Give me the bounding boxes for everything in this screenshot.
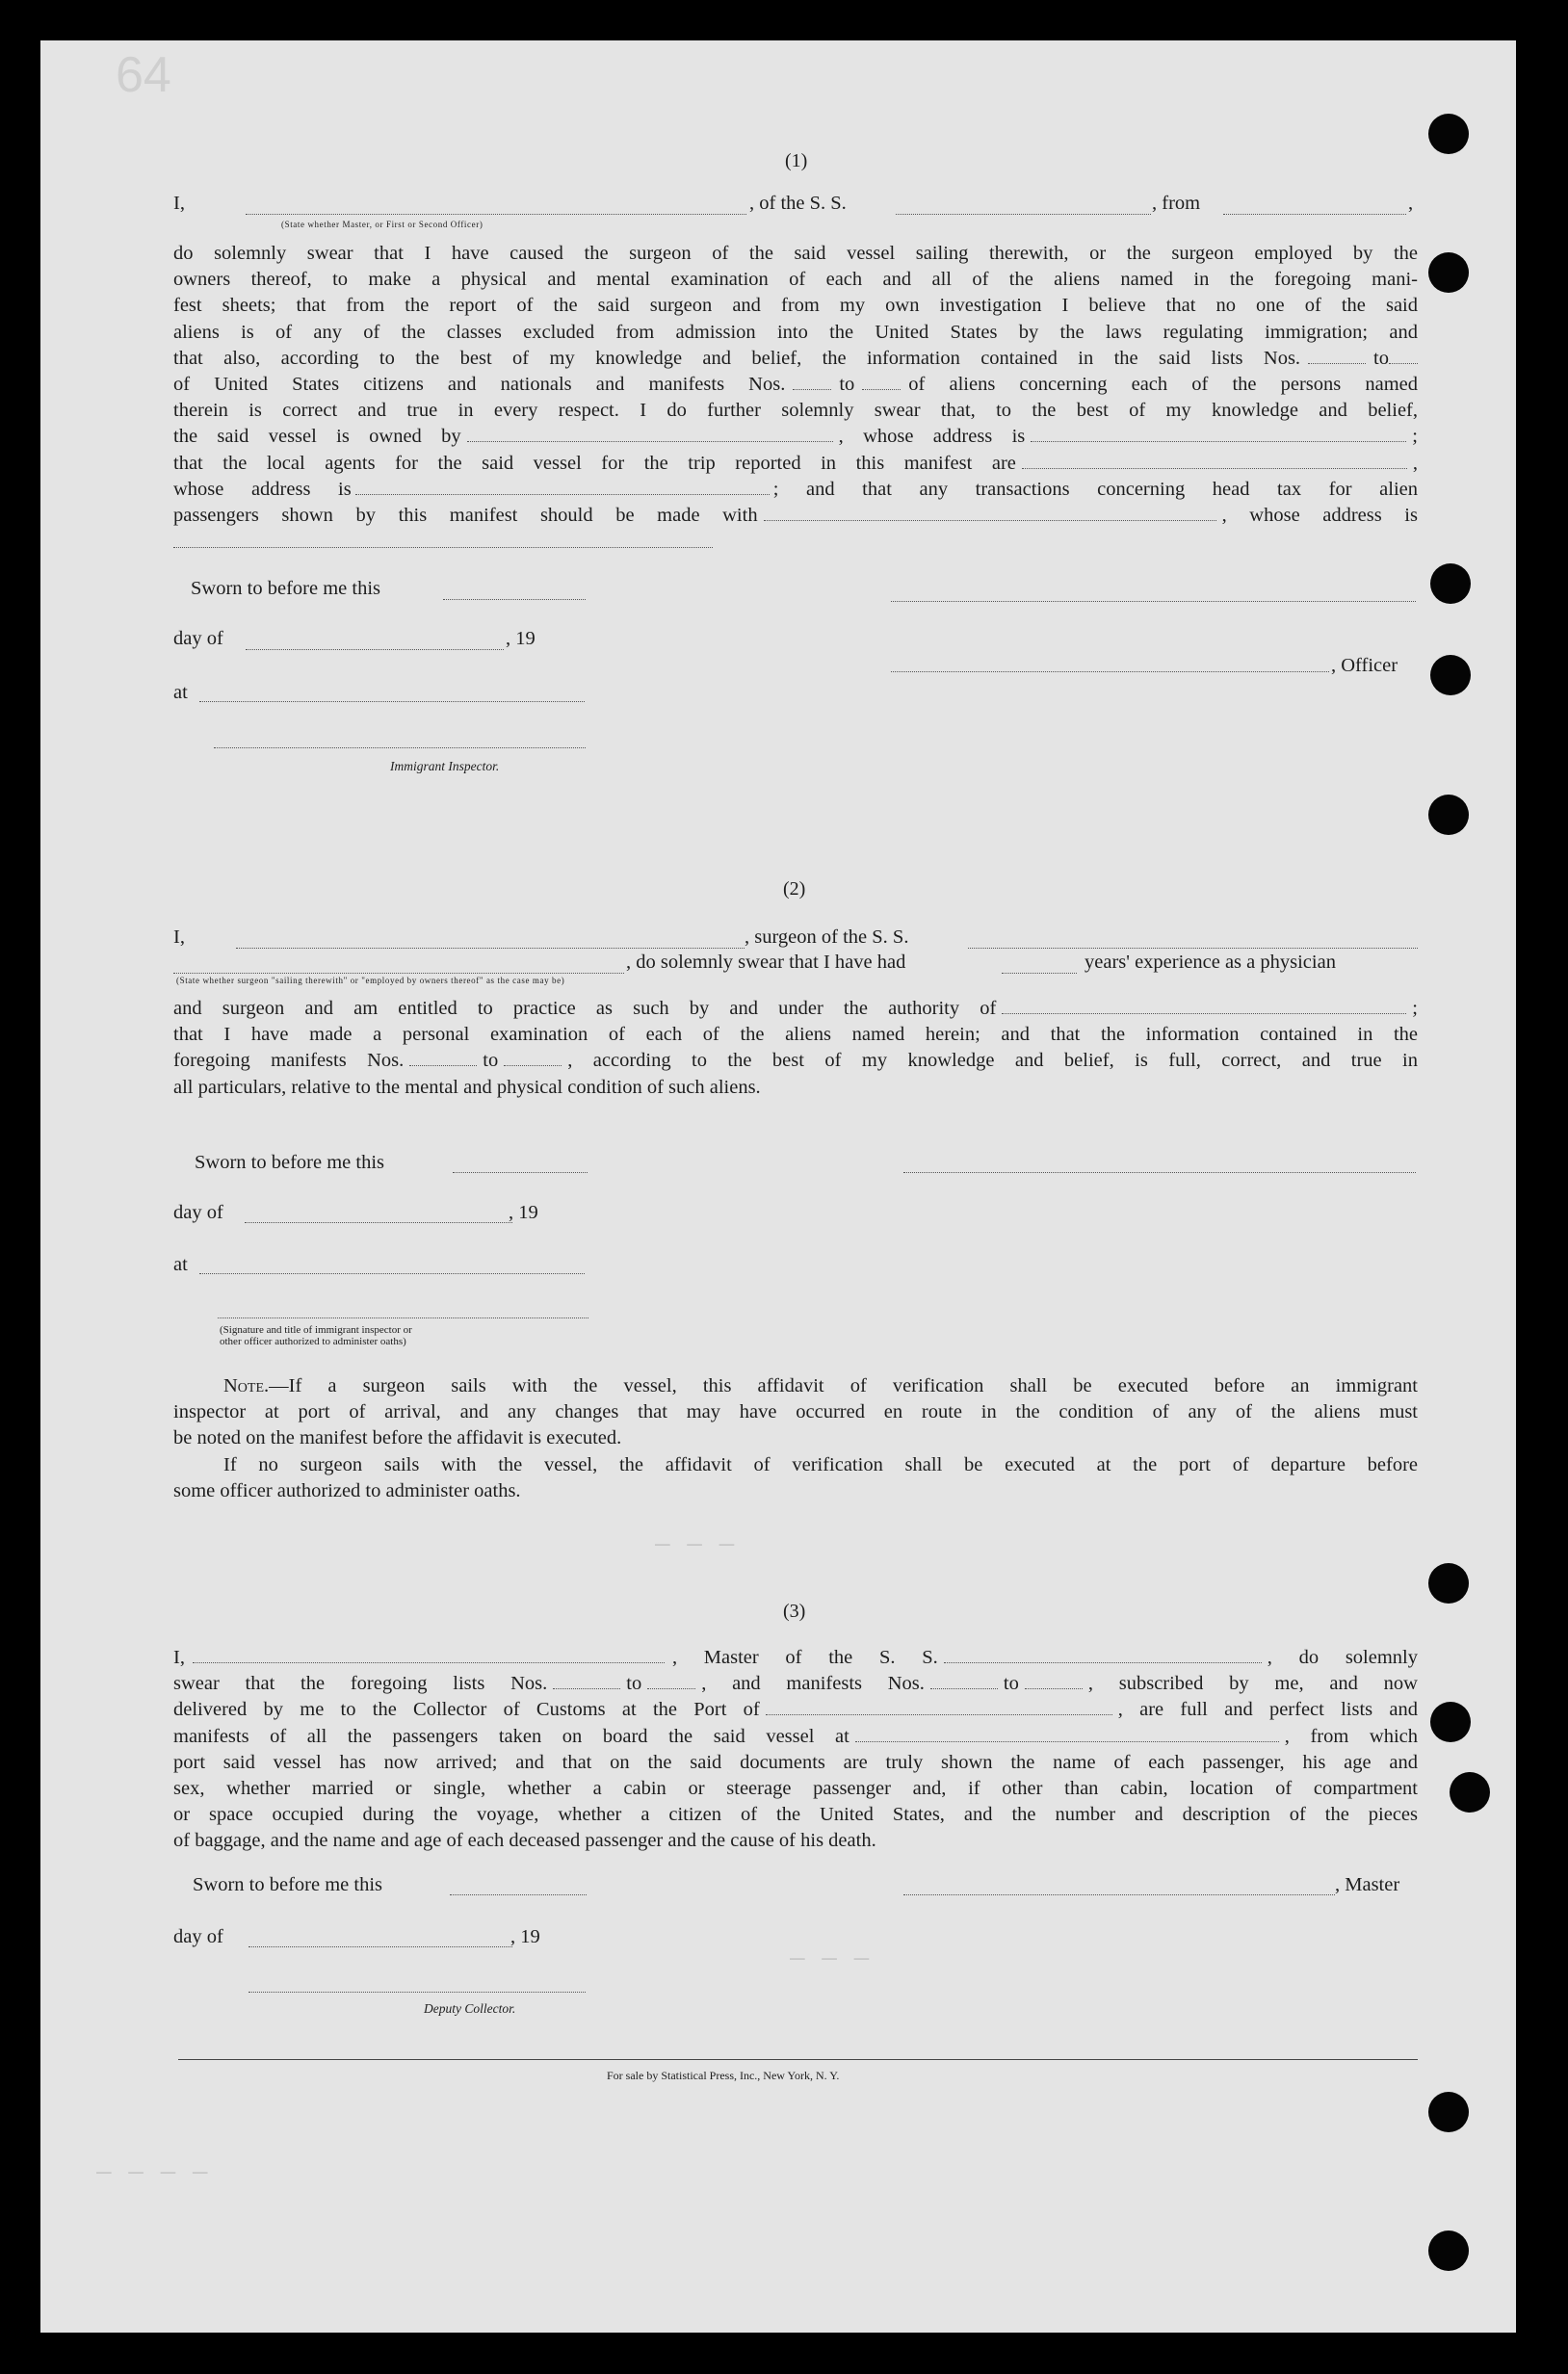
signature-field[interactable] [891, 601, 1416, 602]
day-of-field[interactable] [248, 1946, 512, 1947]
deputy-signature-field[interactable] [248, 1992, 586, 1993]
at-field[interactable] [199, 1273, 585, 1274]
vessel-name-field[interactable] [896, 214, 1151, 215]
bleed-through-mark: — — — — [96, 2157, 209, 2186]
day-of-field[interactable] [246, 649, 504, 650]
punch-hole [1430, 655, 1471, 695]
address-continuation-field[interactable] [173, 547, 713, 548]
note-line: If no surgeon sails with the vessel, the affidavit of verification shall be executed at the port of departure before [223, 1453, 1418, 1475]
sworn-label: Sworn to before me this [195, 1152, 384, 1173]
day-of-field[interactable] [245, 1222, 512, 1223]
note-line: be noted on the manifest before the affidavit is executed. [173, 1427, 622, 1449]
label-i: I, [173, 193, 185, 214]
punch-hole [1428, 795, 1469, 835]
oath-line-authority: and surgeon and am entitled to practice as such by and under the authority of ; [173, 998, 1418, 1019]
note-line: Note.—If a surgeon sails with the vessel, this affidavit of verification shall be executed before an immigrant [223, 1375, 1418, 1396]
oath-line: aliens is of any of the classes excluded from admission into the United States by the laws regulating immigration; and [173, 321, 1418, 343]
note-text [173, 1373, 1418, 1504]
label-i: I, [173, 926, 185, 948]
oath-line-lists: that also, according to the best of my knowledge and belief, the information contained in the said lists Nos. to [173, 346, 1418, 372]
comma: , [1408, 193, 1414, 214]
note-line: some officer authorized to administer oaths. [173, 1479, 521, 1501]
oath-line-lists: swear that the foregoing lists Nos. to , and manifests Nos. to , subscribed by me, and now [173, 1673, 1418, 1695]
section-2-oath-text [173, 996, 1418, 1101]
oath-line-master: I, , Master of the S. S. , do solemnly [173, 1647, 1418, 1668]
master-label: , Master [1335, 1874, 1400, 1895]
note-label: Note. [223, 1375, 270, 1396]
footer-rule [178, 2059, 1418, 2060]
solemnly-label: , do solemnly swear that I have had [626, 952, 906, 973]
section-2-heading: (2) [783, 878, 806, 900]
inspector-label: Immigrant Inspector. [390, 759, 500, 773]
years-field[interactable] [1002, 973, 1077, 974]
sworn-label: Sworn to before me this [191, 578, 380, 599]
from-port-field[interactable] [1223, 214, 1406, 215]
section-3-oath-text [173, 1645, 1418, 1855]
punch-hole [1428, 252, 1469, 293]
day-of-label: day of [173, 1202, 223, 1223]
surgeon-signature-field[interactable] [903, 1172, 1416, 1173]
oath-line-port: delivered by me to the Collector of Customs at the Port of , are full and perfect lists and [173, 1699, 1418, 1721]
oath-line-agents: that the local agents for the said vessel for the trip reported in this manifest are , [173, 452, 1418, 474]
year-label: , 19 [510, 1926, 540, 1947]
oath-line: owners thereof, to make a physical and mental examination of each and all of the aliens named in the foregoing mani- [173, 269, 1418, 291]
officer-signature-field[interactable] [891, 671, 1329, 672]
oath-line-owner: the said vessel is owned by , whose address is ; [173, 426, 1418, 448]
year-label: , 19 [506, 628, 536, 649]
oath-line: or space occupied during the voyage, whether a citizen of the United States, and the number and description of the pieces [173, 1804, 1418, 1826]
corner-mark: 64 [116, 47, 171, 103]
sworn-label: Sworn to before me this [193, 1874, 382, 1895]
oath-line: fest sheets; that from the report of the said surgeon and from my own investigation I believe that no one of the said [173, 295, 1418, 317]
inspector-signature-field[interactable] [218, 1317, 588, 1318]
from-label: , from [1152, 193, 1201, 214]
surgeon-hint: (State whether surgeon "sailing therewith" or "employed by owners thereof" as the case may be) [176, 976, 565, 985]
oath-line: do solemnly swear that I have caused the surgeon of the said vessel sailing therewith, or the surgeon employed by the [173, 243, 1418, 264]
signature-note-line: (Signature and title of immigrant inspector or [220, 1324, 412, 1336]
inspector-signature-field[interactable] [214, 747, 586, 748]
oath-line-passengers: passengers shown by this manifest should be made with , whose address is [173, 505, 1418, 527]
section-1-heading: (1) [785, 150, 808, 171]
surgeon-status-field[interactable] [173, 973, 624, 974]
oath-line: therein is correct and true in every respect. I do further solemnly swear that, to the best of my knowledge and belief, [173, 400, 1418, 422]
oath-line-address: whose address is ; and that any transactions concerning head tax for alien [173, 478, 1418, 500]
officer-hint: (State whether Master, or First or Second Officer) [281, 220, 483, 229]
oath-line: that I have made a personal examination of each of the aliens named herein; and that the information contained in the [173, 1024, 1418, 1046]
sworn-date-field[interactable] [443, 599, 586, 600]
oath-line-manifests: of United States citizens and nationals and manifests Nos. to of aliens concerning each of the persons named [173, 374, 1419, 396]
oath-line: port said vessel has now arrived; and that on the said documents are truly shown the name of each passenger, his age and [173, 1751, 1418, 1773]
signature-note-line: other officer authorized to administer oaths) [220, 1336, 406, 1347]
surgeon-vessel-field[interactable] [968, 948, 1418, 949]
deputy-label: Deputy Collector. [424, 2001, 516, 2016]
section-3-heading: (3) [783, 1601, 806, 1622]
officer-label: , Officer [1331, 655, 1398, 676]
master-signature-field[interactable] [903, 1894, 1335, 1895]
day-of-label: day of [173, 628, 223, 649]
note-line: inspector at port of arrival, and any changes that may have occurred en route in the condition of any of the aliens must [173, 1401, 1418, 1423]
at-label: at [173, 682, 188, 703]
oath-line: sex, whether married or single, whether a cabin or steerage passenger and, if other than cabin, location of compartment [173, 1778, 1418, 1800]
oath-line-embark: manifests of all the passengers taken on board the said vessel at , from which [173, 1725, 1418, 1747]
signature-note [220, 1324, 412, 1347]
day-of-label: day of [173, 1926, 223, 1947]
punch-hole [1428, 2092, 1469, 2132]
punch-hole [1430, 1702, 1471, 1742]
oath-line-manifests: foregoing manifests Nos. to , according to the best of my knowledge and belief, is full, correct, and true in [173, 1050, 1418, 1072]
punch-hole [1428, 114, 1469, 154]
sworn-date-field[interactable] [450, 1894, 587, 1895]
surgeon-name-field[interactable] [236, 948, 745, 949]
officer-name-field[interactable] [246, 214, 746, 215]
footer-imprint: For sale by Statistical Press, Inc., New York, N. Y. [607, 2069, 840, 2082]
punch-hole [1428, 1563, 1469, 1604]
oath-line: of baggage, and the name and age of each deceased passenger and the cause of his death. [173, 1830, 876, 1852]
oath-line: all particulars, relative to the mental and physical condition of such aliens. [173, 1076, 761, 1098]
section-1-first-line [173, 193, 185, 215]
years-label: years' experience as a physician [1085, 952, 1336, 973]
at-field[interactable] [199, 701, 585, 702]
section-1-oath-text [173, 241, 1418, 529]
at-label: at [173, 1254, 188, 1275]
punch-hole [1450, 1772, 1490, 1813]
surgeon-of-label: , surgeon of the S. S. [745, 926, 909, 948]
year-label: , 19 [509, 1202, 538, 1223]
sworn-date-field[interactable] [453, 1172, 588, 1173]
punch-hole [1428, 2231, 1469, 2271]
of-ss-label: , of the S. S. [749, 193, 847, 214]
bleed-through-mark: — — — [790, 1944, 871, 1972]
bleed-through-mark: — — — [655, 1529, 736, 1558]
punch-hole [1430, 563, 1471, 604]
